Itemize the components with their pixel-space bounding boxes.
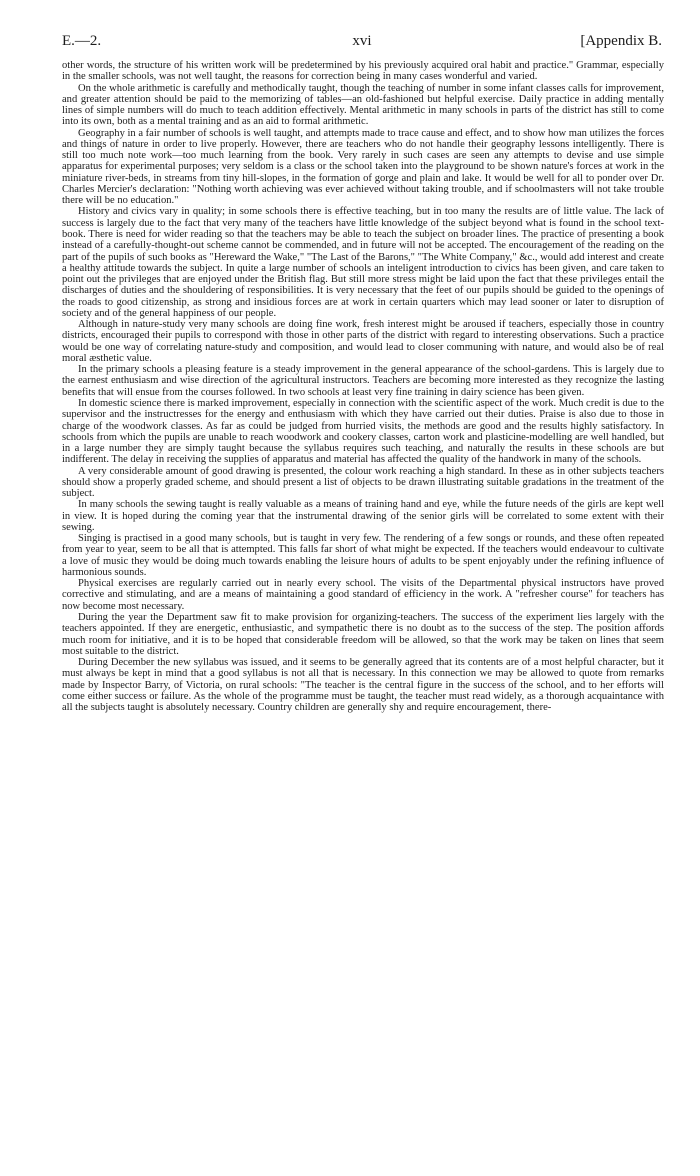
header-appendix: [Appendix B. <box>580 33 662 49</box>
paragraph-drawing: A very considerable amount of good drawing is presented, the colour work reaching a high standard. In these as in other subjects teachers should show a properly graded scheme, and should present a list of objects to be drawn illustrating suitable gradations in the treatment of the subject. <box>62 465 664 500</box>
paragraph-domestic-science: In domestic science there is marked improvement, especially in connection with the scientific aspect of the work. Much credit is due to the supervisor and the instructresses for the energy and enthusiasm with which they have carried out their duties. Praise is also due to those in charge of the woodwork classes. As far as could be judged from hurried visits, the methods are good and the results highly satisfactory. In schools from which the pupils are unable to reach woodwork and cookery classes, carton work and plasticine-modelling are well handled, but in a large number they are simply taught because the syllabus requires such teaching, and naturally the results in these schools are but indifferent. The delay in receiving the supplies of apparatus and material has affected the quality of the handwork in many of the schools. <box>62 397 664 466</box>
paragraph-syllabus: During December the new syllabus was issued, and it seems to be generally agreed that its contents are of a most helpful character, but it must always be kept in mind that a good syllabus is not all that is necessary. In this connection we may be allowed to quote from remarks made by Inspector Barry, of Victoria, on rural schools: "The teacher is the central figure in the success of the school, and to her efforts will come either success or failure. As the whole of the programme must be taught, the teacher must read widely, as a thorough acquaintance with all the subjects taught is absolutely necessary. Country children are generally shy and require encouragement, there- <box>62 657 664 714</box>
paragraph-nature-study: Although in nature-study very many schools are doing fine work, fresh interest might be aroused if teachers, especially those in country districts, encouraged their pupils to correspond with those in other parts of the district with regard to interesting observations. Such a practice would be one way of correlating nature-study and composition, and would lead to closer communing with nature, and would also be of real moral æsthetic value. <box>62 319 664 364</box>
header-page-number: xvi <box>352 33 372 49</box>
paragraph-singing: Singing is practised in a good many schools, but is taught in very few. The rendering of a few songs or rounds, and these often repeated from year to year, seem to be all that is attempted. This falls far short of what might be expected. If the teachers would endeavour to cultivate a love of music they would be doing much towards enabling the leisure hours of adults to be spent enjoyably under the refining influence of harmonious sounds. <box>62 533 664 578</box>
paragraph-continuation: other words, the structure of his written work will be predetermined by his previously acquired oral habit and practice." Grammar, especially in the smaller schools, was not well taught, the reasons for correction being in many cases wonderful and varied. <box>62 60 664 83</box>
paragraph-physical-exercises: Physical exercises are regularly carried out in nearly every school. The visits of the Departmental physical instructors have proved corrective and stimulating, and are a means of maintaining a good standard of efficiency in the work. A "refresher course" for teachers has now become most necessary. <box>62 578 664 612</box>
paragraph-organizing-teachers: During the year the Department saw fit to make provision for organizing-teachers. The success of the experiment lies largely with the teachers appointed. If they are energetic, enthusiastic, and sympathetic there is no doubt as to the success of the step. The position affords much room for initiative, and it is to be hoped that considerable freedom will be allowed, so that the work may be taken on lines that seem most suitable to the district. <box>62 612 664 657</box>
paragraph-arithmetic: On the whole arithmetic is carefully and methodically taught, though the teaching of number in some infant classes calls for improvement, and greater attention should be paid to the memorizing of tables—an old-fashioned but helpful exercise. Daily practice in adding mentally lines of simple numbers will do much to teach addition effectively. Mental arithmetic in many schools in parts of the district has still to come into its own, both as a mental training and as an aid to formal arithmetic. <box>62 82 664 128</box>
paragraph-history-civics: History and civics vary in quality; in some schools there is effective teaching, but in too many the results are of little value. The lack of success is largely due to the fact that very many of the teachers have little knowledge of the subject beyond what is found in the school text-book. There is need for wider reading so that the teachers may be able to teach the subject on broader lines. The practice of presenting a book instead of a carefully-thought-out scheme cannot be commended, and in future will not be accepted. The encouragement of the reading on the part of the pupils of such books as "Hereward the Wake," "The Last of the Barons," "The White Company," &c., would add interest and create a healthy attitude towards the subject. In quite a large number of schools an inteligent introduction to civics has been given, and care taken to point out the privileges that are enjoyed under the British flag. But still more stress might be laid upon the fact that these privileges entail the discharges of duties and the shouldering of responsibilities. It is very necessary that the feet of our pupils should be guided to the openings of the roads to good citizenship, as strong and insidious forces are at work in certain quarters which may lead sooner or later to disruption of society and of the general happiness of our people. <box>62 206 664 319</box>
header-reference: E.—2. <box>62 33 102 49</box>
paragraph-geography: Geography in a fair number of schools is well taught, and attempts made to trace cause and effect, and to show how man utilizes the forces and things of nature in order to live properly. However, there are teachers who do not handle their geography lessons intelligently. There is still too much note work—too much learning from the book. Very rarely in such cases are seen any attempts to devise and use simple apparatus for experimental purposes; very seldom is a class or the school taken into the playground to be shown nature's forces at work in the miniature river-beds, in streams from tiny hill-slopes, in the formation of gorge and plain and lake. It would be well for all to ponder over Dr. Charles Mercier's declaration: "Nothing worth achieving was ever achieved without taking trouble, and if schoolmasters will not take trouble there will be no education." <box>62 127 664 207</box>
page-header <box>62 33 662 53</box>
body-text <box>62 60 664 713</box>
paragraph-sewing: In many schools the sewing taught is really valuable as a means of training hand and eye, while the future needs of the girls are kept well in view. It is hoped during the coming year that the instrumental drawing of the senior girls will be correlated to some extent with their sewing. <box>62 499 664 533</box>
paragraph-school-gardens: In the primary schools a pleasing feature is a steady improvement in the general appearance of the school-gardens. This is largely due to the earnest enthusiasm and wise direction of the agricultural instructors. Teachers are becoming more interested as they recognize the lasting benefits that will ensue from the courses followed. In two schools at least very fine training in dairy science has been given. <box>62 364 664 398</box>
